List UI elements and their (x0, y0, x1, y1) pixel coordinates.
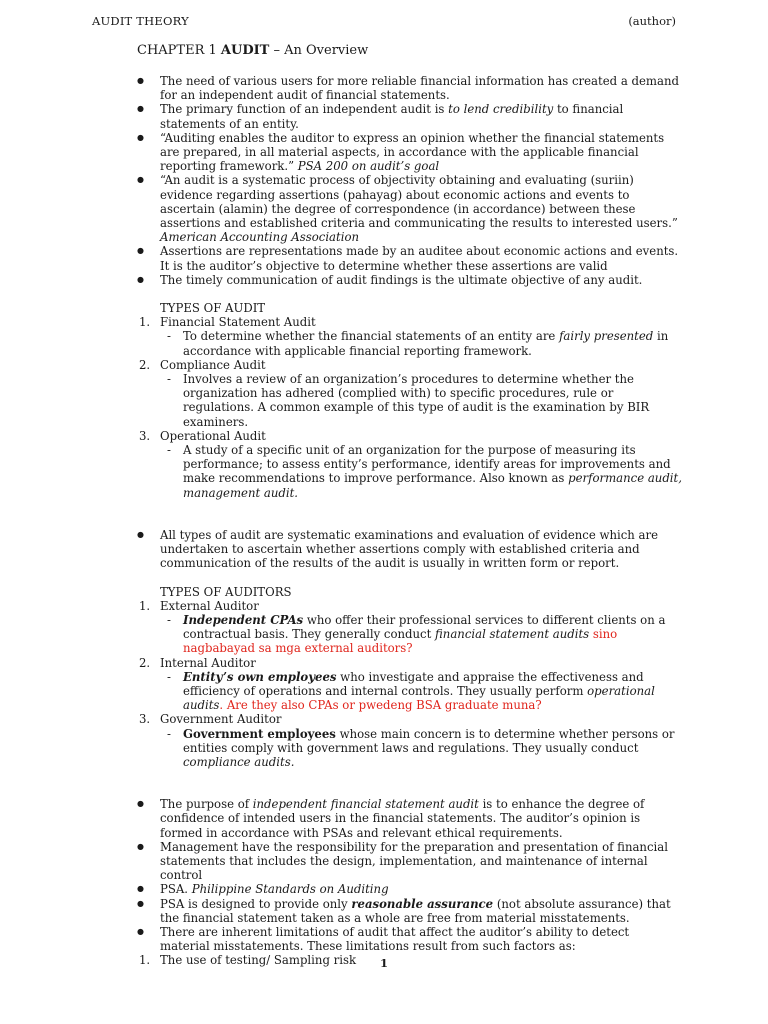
title-prefix: CHAPTER 1 (137, 43, 221, 58)
dash-item: - To determine whether the financial statements of an entity are fairly presented in accordance with applicable financial reporting framework. (137, 329, 682, 357)
red-annotation: . Are they also CPAs or pwedeng BSA graduate muna? (219, 698, 542, 713)
bullet-item: ● All types of audit are systematic examinations and evaluation of evidence which are undertaken to ascertain whether assertions comply with established criteria and communication of the results of the audit is usually in written form or report. (137, 528, 682, 571)
bullet-item: ● PSA. Philippine Standards on Auditing (137, 882, 682, 896)
numbered-item: 1. The use of testing/ Sampling risk (139, 953, 357, 968)
numbered-item: 2. Compliance Audit (139, 357, 266, 372)
bullet-item: ● The primary function of an independent audit is to lend credibility to financial statements of an entity. (137, 102, 682, 130)
numbered-item: 2. Internal Auditor (139, 655, 256, 670)
dash-item: - Involves a review of an organization’s procedures to determine whether the organization has adhered (complied with) to specific procedures, rule or regulations. A common example of this type of audit is the examination by BIR examiners. (137, 372, 682, 429)
bullet-item: ● The purpose of independent financial statement audit is to enhance the degree of confidence of intended users in the financial statements. The auditor’s opinion is formed in accordance with PSAs and relevant ethical requirements. (137, 797, 682, 840)
bullet-item: ● PSA is designed to provide only reasonable assurance (not absolute assurance) that the financial statement taken as a whole are free from material misstatements. (137, 897, 682, 925)
header-right: (author) (628, 14, 676, 28)
title-suffix: – An Overview (269, 43, 369, 58)
title-bold: AUDIT (220, 43, 270, 58)
numbered-item: 1. Financial Statement Audit (139, 315, 316, 330)
bullet-item: ● “Auditing enables the auditor to express an opinion whether the financial statements are prepared, in all material aspects, in accordance with the applicable financial reporting framework.” PSA 200 on audit’s goal (137, 131, 682, 174)
numbered-item: 3. Operational Audit (139, 428, 266, 443)
dash-item: - A study of a specific unit of an organization for the purpose of measuring its performance; to assess entity’s performance, identify areas for improvements and make recommendations to improve performance. Also known as performance audit, management audit. (137, 443, 682, 500)
bullet-item: ● The need of various users for more reliable financial information has created a demand for an independent audit of financial statements. (137, 74, 682, 102)
numbered-item: 3. Government Auditor (139, 712, 282, 727)
page-number: 1 (379, 956, 388, 970)
bullet-item: ● “An audit is a systematic process of objectivity obtaining and evaluating (suriin) evidence regarding assertions (pahayag) about economic actions and events to ascertain (alamin) the degree of correspondence (in accordance) between these assertions and established criteria and communicating the results to interested users.” American Accounting Association (137, 173, 682, 244)
bullet-item: ● The timely communication of audit findings is the ultimate objective of any audit. (137, 273, 682, 287)
dash-item: - Independent CPAs who offer their professional services to different clients on a contractual basis. They generally conduct financial statement audits sino nagbabayad sa mga external auditors? (137, 613, 682, 656)
dash-item: - Entity’s own employees who investigate and appraise the effectiveness and efficiency of operations and internal controls. They usually perform operational audits. Are they also CPAs or pwedeng BSA graduate muna? (137, 670, 682, 713)
bullet-item: ● Management have the responsibility for the preparation and presentation of financial statements that includes the design, implementation, and maintenance of internal control (137, 840, 682, 883)
section-heading-types-of-audit: TYPES OF AUDIT (160, 301, 266, 316)
section-heading-types-of-auditors: TYPES OF AUDITORS (160, 584, 292, 599)
bullet-item: ● There are inherent limitations of audit that affect the auditor’s ability to detect material misstatements. These limitations result from such factors as: (137, 925, 682, 953)
dash-item: - Government employees whose main concern is to determine whether persons or entities comply with government laws and regulations. They usually conduct compliance audits. (137, 727, 682, 770)
red-annotation: sino nagbabayad sa mga external auditors? (183, 627, 618, 656)
bullet-item: ● Assertions are representations made by an auditee about economic actions and events. It is the auditor’s objective to determine whether these assertions are valid (137, 244, 682, 272)
document-body (137, 74, 682, 968)
numbered-item: 1. External Auditor (139, 598, 259, 613)
chapter-title (137, 43, 368, 58)
header-left: AUDIT THEORY (92, 14, 189, 28)
